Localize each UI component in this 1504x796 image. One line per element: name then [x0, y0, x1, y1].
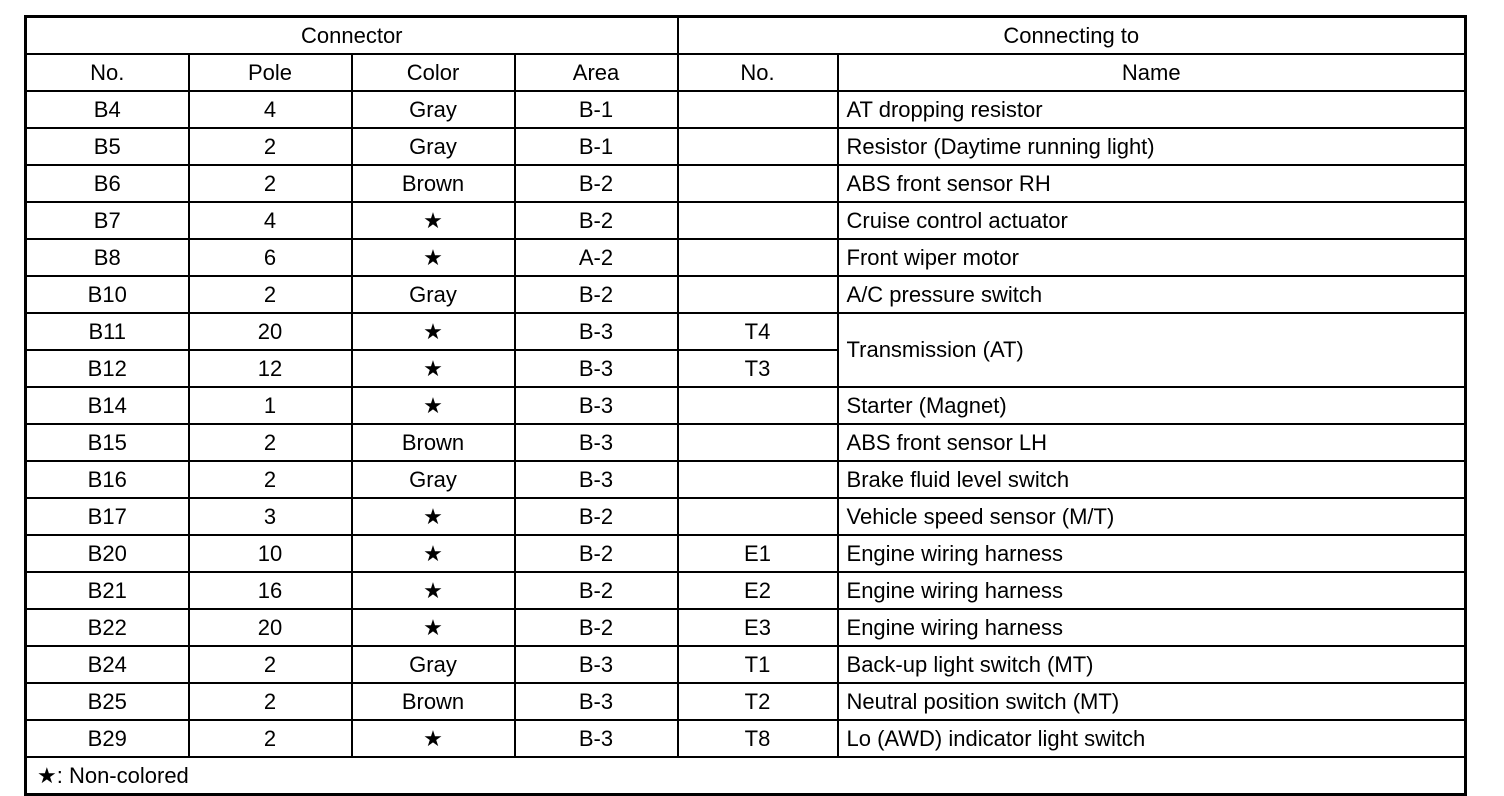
cell-pole: 16	[189, 572, 352, 609]
cell-pole: 6	[189, 239, 352, 276]
cell-to-no: T3	[678, 350, 838, 387]
cell-to-no	[678, 165, 838, 202]
cell-area: B-3	[515, 720, 678, 757]
table-row	[26, 535, 1466, 572]
cell-no: B14	[26, 387, 189, 424]
cell-no: B12	[26, 350, 189, 387]
table-row	[26, 683, 1466, 720]
cell-color: Brown	[352, 165, 515, 202]
cell-area: B-3	[515, 350, 678, 387]
cell-pole: 2	[189, 165, 352, 202]
cell-name: Brake fluid level switch	[838, 461, 1466, 498]
cell-name: ABS front sensor LH	[838, 424, 1466, 461]
cell-to-no	[678, 91, 838, 128]
cell-area: B-3	[515, 461, 678, 498]
cell-area: A-2	[515, 239, 678, 276]
cell-to-no: T8	[678, 720, 838, 757]
cell-to-no: T2	[678, 683, 838, 720]
cell-area: B-3	[515, 683, 678, 720]
cell-pole: 20	[189, 609, 352, 646]
cell-area: B-3	[515, 424, 678, 461]
table-row	[26, 128, 1466, 165]
table-row	[26, 720, 1466, 757]
cell-pole: 2	[189, 128, 352, 165]
cell-no: B4	[26, 91, 189, 128]
cell-name: Neutral position switch (MT)	[838, 683, 1466, 720]
cell-no: B20	[26, 535, 189, 572]
cell-color: Brown	[352, 424, 515, 461]
cell-area: B-3	[515, 387, 678, 424]
cell-to-no	[678, 498, 838, 535]
cell-pole: 4	[189, 91, 352, 128]
cell-pole: 2	[189, 424, 352, 461]
table-row	[26, 424, 1466, 461]
cell-area: B-3	[515, 646, 678, 683]
cell-color: ★	[352, 609, 515, 646]
col-header-area: Area	[515, 54, 678, 91]
cell-name: Engine wiring harness	[838, 609, 1466, 646]
table-row	[26, 572, 1466, 609]
cell-name: Engine wiring harness	[838, 572, 1466, 609]
table-row	[26, 609, 1466, 646]
cell-area: B-2	[515, 276, 678, 313]
cell-no: B16	[26, 461, 189, 498]
table-row	[26, 313, 1466, 350]
cell-name: Lo (AWD) indicator light switch	[838, 720, 1466, 757]
cell-to-no	[678, 276, 838, 313]
cell-to-no	[678, 424, 838, 461]
cell-no: B15	[26, 424, 189, 461]
cell-to-no	[678, 128, 838, 165]
cell-name: Back-up light switch (MT)	[838, 646, 1466, 683]
cell-area: B-2	[515, 165, 678, 202]
cell-no: B17	[26, 498, 189, 535]
cell-color: Gray	[352, 646, 515, 683]
col-header-to-no: No.	[678, 54, 838, 91]
cell-pole: 4	[189, 202, 352, 239]
cell-no: B7	[26, 202, 189, 239]
cell-no: B29	[26, 720, 189, 757]
header-row-columns	[26, 54, 1466, 91]
cell-no: B6	[26, 165, 189, 202]
cell-to-no: E1	[678, 535, 838, 572]
cell-color: Gray	[352, 276, 515, 313]
cell-pole: 1	[189, 387, 352, 424]
cell-name: Front wiper motor	[838, 239, 1466, 276]
cell-no: B25	[26, 683, 189, 720]
col-header-color: Color	[352, 54, 515, 91]
footnote-row	[26, 757, 1466, 795]
cell-color: Gray	[352, 461, 515, 498]
col-header-pole: Pole	[189, 54, 352, 91]
cell-pole: 2	[189, 683, 352, 720]
cell-name: Cruise control actuator	[838, 202, 1466, 239]
col-header-name: Name	[838, 54, 1466, 91]
table-row	[26, 91, 1466, 128]
table-row	[26, 461, 1466, 498]
cell-to-no: E2	[678, 572, 838, 609]
cell-color: ★	[352, 313, 515, 350]
cell-area: B-2	[515, 572, 678, 609]
connector-table	[24, 15, 1467, 796]
cell-area: B-2	[515, 498, 678, 535]
footnote: ★: Non-colored	[26, 757, 1466, 795]
cell-color: ★	[352, 239, 515, 276]
cell-to-no: E3	[678, 609, 838, 646]
cell-color: ★	[352, 387, 515, 424]
connector-group-header: Connector	[26, 17, 678, 55]
cell-no: B22	[26, 609, 189, 646]
header-row-groups	[26, 17, 1466, 55]
cell-to-no	[678, 387, 838, 424]
table-row	[26, 202, 1466, 239]
cell-color: Gray	[352, 128, 515, 165]
cell-name: ABS front sensor RH	[838, 165, 1466, 202]
cell-pole: 3	[189, 498, 352, 535]
connecting-to-group-header: Connecting to	[678, 17, 1466, 55]
cell-area: B-1	[515, 91, 678, 128]
cell-to-no	[678, 239, 838, 276]
cell-to-no	[678, 461, 838, 498]
cell-color: Brown	[352, 683, 515, 720]
cell-pole: 12	[189, 350, 352, 387]
cell-pole: 10	[189, 535, 352, 572]
cell-color: ★	[352, 535, 515, 572]
cell-no: B11	[26, 313, 189, 350]
cell-to-no	[678, 202, 838, 239]
cell-color: ★	[352, 720, 515, 757]
cell-pole: 2	[189, 461, 352, 498]
cell-area: B-2	[515, 535, 678, 572]
cell-area: B-2	[515, 202, 678, 239]
cell-no: B8	[26, 239, 189, 276]
cell-pole: 2	[189, 646, 352, 683]
cell-name: Starter (Magnet)	[838, 387, 1466, 424]
cell-pole: 2	[189, 276, 352, 313]
cell-to-no: T1	[678, 646, 838, 683]
cell-name: Vehicle speed sensor (M/T)	[838, 498, 1466, 535]
cell-color: Gray	[352, 91, 515, 128]
cell-area: B-1	[515, 128, 678, 165]
cell-area: B-2	[515, 609, 678, 646]
table-row	[26, 239, 1466, 276]
col-header-no: No.	[26, 54, 189, 91]
cell-area: B-3	[515, 313, 678, 350]
cell-no: B21	[26, 572, 189, 609]
cell-no: B24	[26, 646, 189, 683]
cell-to-no: T4	[678, 313, 838, 350]
cell-name: Engine wiring harness	[838, 535, 1466, 572]
cell-color: ★	[352, 202, 515, 239]
cell-color: ★	[352, 498, 515, 535]
cell-color: ★	[352, 572, 515, 609]
cell-color: ★	[352, 350, 515, 387]
cell-no: B10	[26, 276, 189, 313]
cell-pole: 20	[189, 313, 352, 350]
cell-no: B5	[26, 128, 189, 165]
table-row	[26, 165, 1466, 202]
table-row	[26, 276, 1466, 313]
cell-name-merged: Transmission (AT)	[838, 313, 1466, 387]
cell-name: AT dropping resistor	[838, 91, 1466, 128]
cell-name: A/C pressure switch	[838, 276, 1466, 313]
cell-pole: 2	[189, 720, 352, 757]
table-row	[26, 646, 1466, 683]
table-row	[26, 387, 1466, 424]
table-row	[26, 498, 1466, 535]
cell-name: Resistor (Daytime running light)	[838, 128, 1466, 165]
